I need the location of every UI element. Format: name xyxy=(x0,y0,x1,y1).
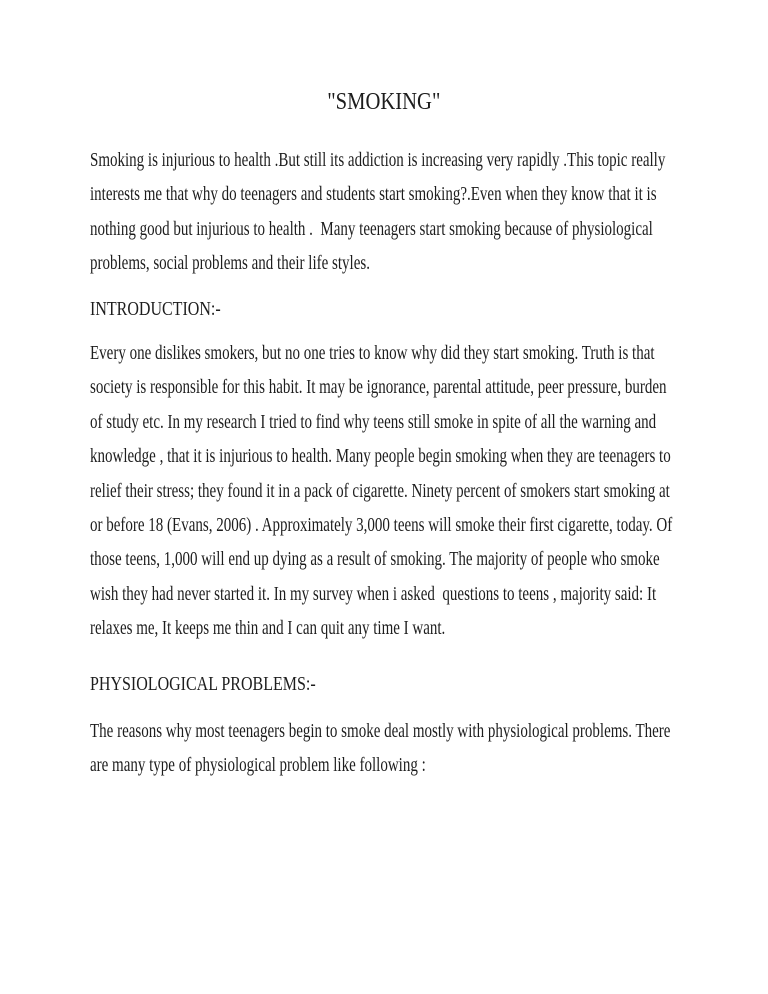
text-line-content: relief their stress; they found it in a pack of cigarette. Ninety percent of smokers start smoking at xyxy=(90,479,670,502)
document-body xyxy=(90,143,678,783)
text-line-content: those teens, 1,000 will end up dying as a result of smoking. The majority of people who smoke xyxy=(90,548,660,571)
text-line xyxy=(90,577,678,611)
text-line xyxy=(90,748,678,782)
text-line xyxy=(90,143,678,177)
text-line xyxy=(90,667,678,701)
text-line-content: Every one dislikes smokers, but no one tries to know why did they start smoking. Truth is that xyxy=(90,341,655,364)
text-line-content: or before 18 (Evans, 2006) . Approximately 3,000 teens will smoke their first cigarette, today. Of xyxy=(90,513,673,536)
document-content xyxy=(0,85,768,783)
text-line xyxy=(90,439,678,473)
text-line xyxy=(90,212,678,246)
text-line-content: relaxes me, It keeps me thin and I can quit any time I want. xyxy=(90,617,446,640)
text-line-content: interests me that why do teenagers and students start smoking?.Even when they know that it is xyxy=(90,183,657,206)
text-line-content: The reasons why most teenagers begin to smoke deal mostly with physiological problems. There xyxy=(90,719,671,742)
document-title xyxy=(90,85,678,119)
text-line-content: knowledge , that it is injurious to health. Many people begin smoking when they are teenagers to xyxy=(90,445,671,468)
paragraph xyxy=(90,714,678,783)
text-line xyxy=(90,405,678,439)
document-title-text: "SMOKING" xyxy=(327,89,441,115)
text-line xyxy=(90,246,678,280)
text-line xyxy=(90,370,678,404)
text-line-content: society is responsible for this habit. It may be ignorance, parental attitude, peer pressure, burden xyxy=(90,376,667,399)
text-line xyxy=(90,508,678,542)
text-line xyxy=(90,474,678,508)
text-line xyxy=(90,542,678,576)
section-heading xyxy=(90,292,678,326)
text-line-content: wish they had never started it. In my survey when i asked questions to teens , majority said: It xyxy=(90,582,657,605)
section-heading xyxy=(90,667,678,701)
text-line-content: problems, social problems and their life styles. xyxy=(90,252,370,275)
text-line-content: INTRODUCTION:- xyxy=(90,297,221,320)
text-line-content: of study etc. In my research I tried to find why teens still smoke in spite of all the warning and xyxy=(90,410,657,433)
text-line xyxy=(90,292,678,326)
text-line xyxy=(90,336,678,370)
text-line xyxy=(90,611,678,645)
paragraph xyxy=(90,143,678,281)
text-line-content: are many type of physiological problem like following : xyxy=(90,754,426,777)
text-line xyxy=(90,714,678,748)
text-line-content: nothing good but injurious to health . Many teenagers start smoking because of physiological xyxy=(90,217,653,240)
text-line-content: Smoking is injurious to health .But still its addiction is increasing very rapidly .This topic really xyxy=(90,149,666,171)
text-line xyxy=(90,177,678,211)
paragraph xyxy=(90,336,678,646)
text-line-content: PHYSIOLOGICAL PROBLEMS:- xyxy=(90,673,316,696)
